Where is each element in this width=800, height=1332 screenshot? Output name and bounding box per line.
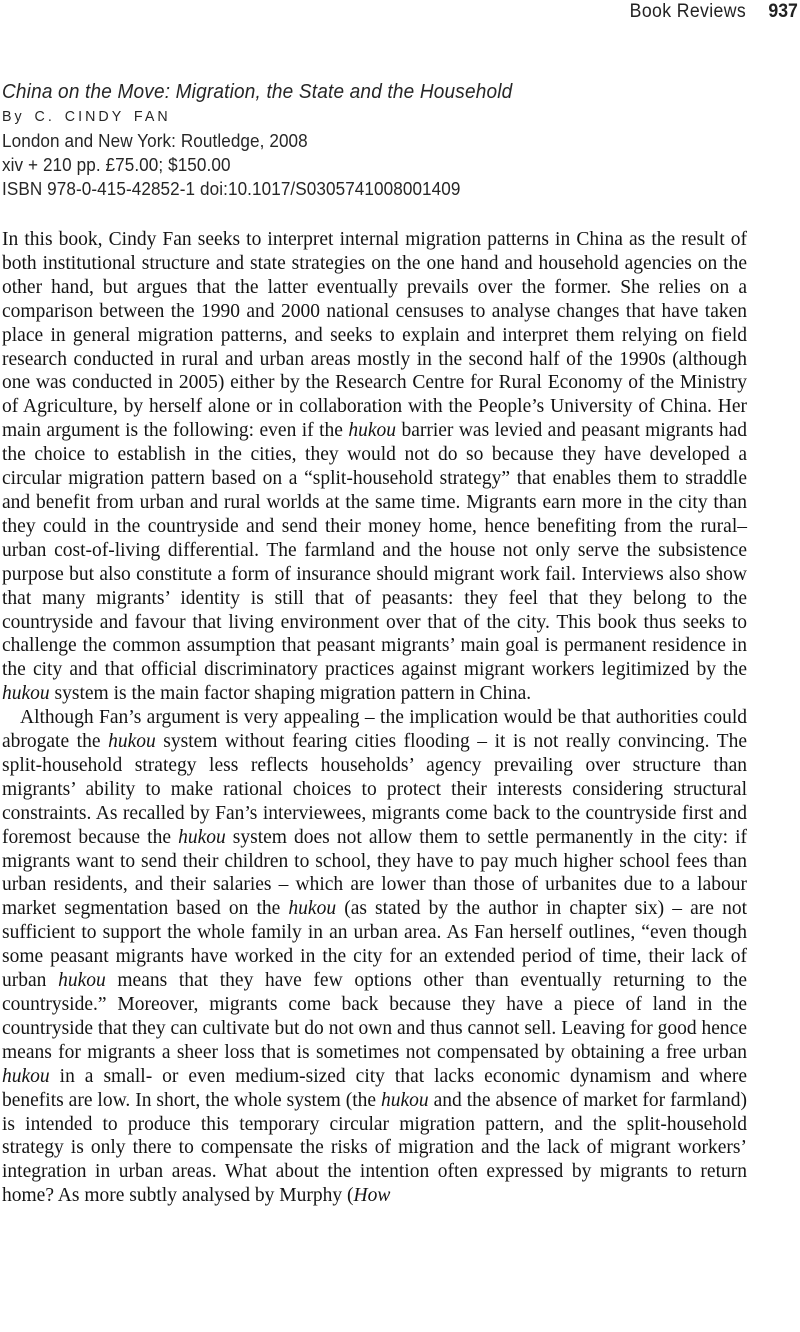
italic-term: hukou (58, 970, 106, 992)
italic-term: hukou (2, 1065, 50, 1087)
text-run: in a small- or even medium-sized city that lacks economic dynamism and where benefits are low. In short, the whole system (the (2, 1065, 747, 1111)
book-collation-price: xiv + 210 pp. £75.00; $150.00 (2, 155, 231, 175)
text-run: (as stated by the author in chapter six) – are not sufficient to support the whole family in an urban area. As Fan herself outlines, “even though some peasant migrants have worked in the city for an extended period of time, their lack of urban (2, 898, 747, 992)
review-paragraph (2, 228, 747, 706)
italic-term: How (353, 1185, 391, 1207)
text-run: system without fearing cities flooding – it is not really convincing. The split-household strategy less reflects households’ agency prevailing over structure than migrants’ ability to make rational choices to protect their interests considering structural constraints. As recalled by Fan’s interviewees, migrants come back to the countryside first and foremost because the (2, 731, 747, 848)
book-publisher: London and New York: Routledge, 2008 (2, 131, 308, 151)
book-isbn-doi: ISBN 978-0-415-42852-1 doi:10.1017/S0305741008001409 (2, 179, 461, 199)
running-head (630, 1, 798, 23)
text-run: barrier was levied and peasant migrants had the choice to establish in the cities, they would not do so because they have developed a circular migration pattern based on a “split-household strategy” that enables them to straddle and benefit from urban and rural worlds at the same time. Migrants earn more in the city than they could in the countryside and send their money home, hence benefiting from the rural–urban cost-of-living differential. The farmland and the house not only serve the subsistence purpose but also constitute a form of insurance should migrant work fail. Interviews also show that many migrants’ identity is still that of peasants: they feel that they belong to the countryside and favour that living environment over that of the city. This book thus seeks to challenge the common assumption that peasant migrants’ main goal is permanent residence in the city and that official discriminatory practices against migrant workers legitimized by the (2, 420, 747, 681)
text-run: Although Fan’s argument is very appealing – the implication would be that authorities could abrogate the (2, 707, 747, 753)
text-run: In this book, Cindy Fan seeks to interpret internal migration patterns in China as the result of both institutional structure and state strategies on the one hand and household agencies on the other hand, but argues that the latter eventually prevails over the former. She relies on a comparison between the 1990 and 2000 national censuses to analyse changes that have taken place in general migration patterns, and seeks to explain and interpret them relying on field research conducted in rural and urban areas mostly in the second half of the 1990s (although one was conducted in 2005) either by the Research Centre for Rural Economy of the Ministry of Agriculture, by herself alone or in collaboration with the People’s University of China. Her main argument is the following: even if the (2, 229, 747, 442)
text-run: system does not allow them to settle permanently in the city: if migrants want to send their children to school, they have to pay much higher school fees than urban residents, and their salaries – which are lower than those of urbanites due to a labour market segmentation based on the (2, 826, 748, 920)
text-run: and the absence of market for farmland) is intended to produce this temporary circular migration pattern, and the split-household strategy is only there to compensate the risks of migration and the lack of migrant workers’ integration in urban areas. What about the intention often expressed by migrants to return home? As more subtly analysed by Murphy ( (2, 1089, 747, 1207)
italic-term: hukou (288, 898, 337, 920)
running-head-title: Book Reviews (629, 1, 747, 22)
book-author-byline: By C. CINDY FAN (2, 108, 171, 125)
italic-term: hukou (2, 683, 50, 705)
review-paragraph (2, 706, 747, 1208)
book-title: China on the Move: Migration, the State and the Household (2, 81, 513, 103)
italic-term: hukou (381, 1089, 429, 1111)
italic-term: hukou (108, 731, 156, 753)
page-number: 937 (768, 1, 798, 22)
text-run: means that they have few options other than eventually returning to the countryside.” Moreover, migrants come back because they have a piece of land in the countryside that they can cultivate but do not own and thus cannot sell. Leaving for good hence means for migrants a sheer loss that is sometimes not compensated by obtaining a free urban (2, 970, 747, 1063)
text-run: system is the main factor shaping migration pattern in China. (49, 683, 532, 705)
italic-term: hukou (178, 826, 226, 848)
book-metadata (2, 79, 512, 201)
review-body (2, 228, 747, 1208)
italic-term: hukou (348, 420, 397, 442)
